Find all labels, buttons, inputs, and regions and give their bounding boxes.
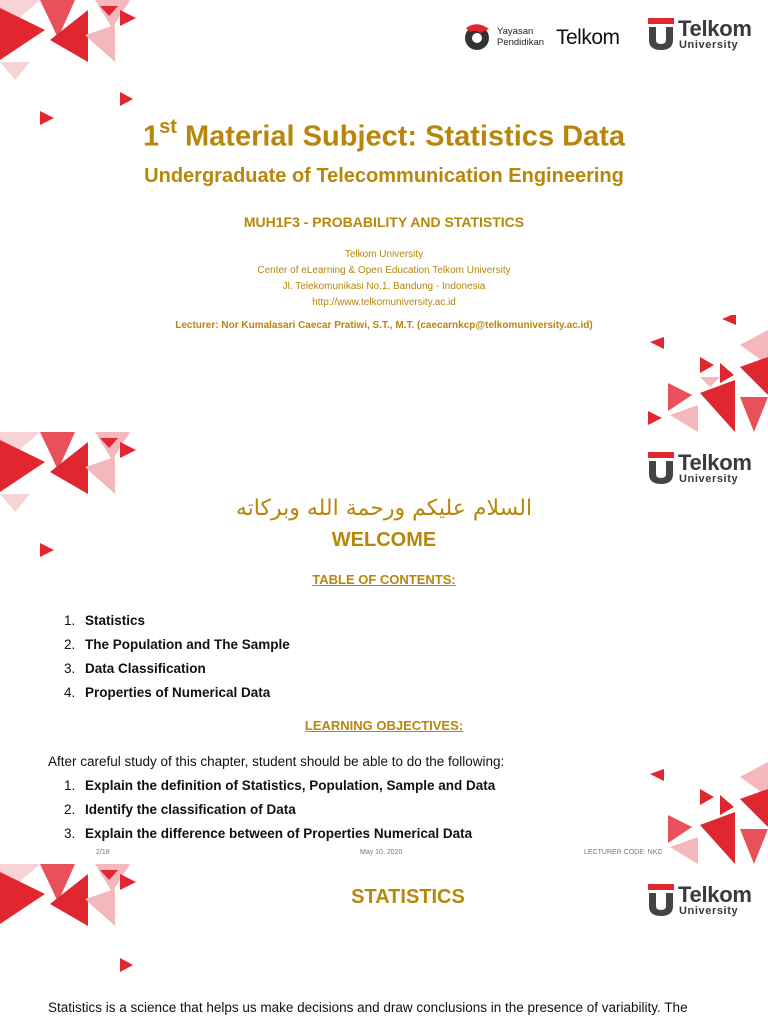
logo-university-text: University [679,905,739,917]
list-item: 3. Data Classification [64,661,206,676]
list-item: 1. Explain the definition of Statistics, Population, Sample and Data [64,778,496,793]
list-item: 3. Explain the difference between of Properties Numerical Data [64,826,473,841]
list-item: 2. Identify the classification of Data [64,802,296,817]
triangle-pattern-top-left [0,864,140,984]
yayasan-pendidikan-telkom-logo [462,18,632,58]
logo-telkom-text: Telkom [556,26,620,49]
triangle-pattern-bottom-right [640,315,768,432]
logo-pendidikan-text: Pendidikan [497,37,545,48]
logo-telkom-name: Telkom [678,16,752,41]
presentation-title: 1st Material Subject: Statistics Data [143,116,625,153]
triangle-pattern-bottom-right [640,747,768,864]
statistics-heading: STATISTICS [351,886,465,908]
course-code: MUH1F3 - PROBABILITY AND STATISTICS [243,214,525,230]
logo-university-text: University [679,39,739,51]
logo-telkom-name: Telkom [678,450,752,475]
logo-telkom-name: Telkom [678,882,752,907]
lecturer-line: Lecturer: Nor Kumalasari Caecar Pratiwi, S.T., M.T. (caecarnkcp@telkomuniversity.ac.id) [175,320,593,331]
list-item: 4. Properties of Numerical Data [64,685,271,700]
toc-heading: TABLE OF CONTENTS: [312,572,456,587]
toc-list [64,609,290,705]
list-item: 1. Statistics [64,613,146,628]
learning-objectives-intro: After careful study of this chapter, student should be able to do the following: [48,754,505,769]
telkom-university-logo [648,452,758,488]
telkom-swirl-icon [462,22,492,52]
learning-objectives-heading: LEARNING OBJECTIVES: [304,718,464,733]
telkom-university-emblem-icon [648,18,674,50]
info-line-university: Telkom University [344,249,424,260]
info-line-address: Jl. Telekomunikasi No.1, Bandung - Indonesia [282,281,486,292]
triangle-pattern-top-left [0,0,140,132]
telkom-university-emblem-icon [648,452,674,484]
logo-university-text: University [679,473,739,485]
footer-lecturer-code: LECTURER CODE: NKC [584,849,663,856]
slide-statistics [0,864,768,1024]
slide-welcome [0,432,768,864]
info-line-center: Center of eLearning & Open Education Telkom University [257,265,511,276]
logo-yayasan-text: Yayasan [497,26,534,37]
list-item: 2. The Population and The Sample [64,637,290,652]
telkom-university-logo [648,18,758,54]
statistics-body-text: Statistics is a science that helps us make decisions and draw conclusions in the presence of variability. The [48,1000,688,1015]
arabic-greeting: السلام عليكم ورحمة الله وبركاته [235,496,533,521]
presentation-subtitle: Undergraduate of Telecommunication Engineering [144,165,624,187]
info-line-website[interactable]: http://www.telkomuniversity.ac.id [312,297,456,308]
footer-page-number: 2/18 [96,849,110,856]
learning-objectives-list [64,774,495,846]
welcome-heading: WELCOME [331,529,437,551]
slide-title [0,0,768,432]
footer-date: May 10, 2020 [360,849,403,856]
institution-info [0,247,768,311]
